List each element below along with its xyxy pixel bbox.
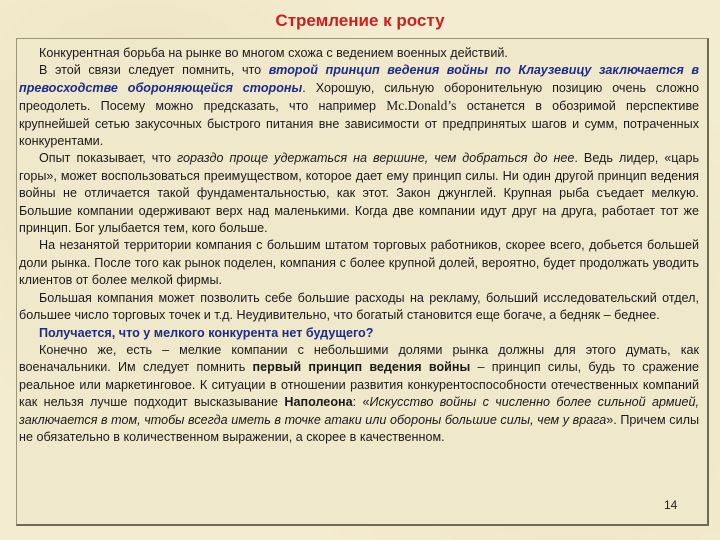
content-box [16, 38, 709, 526]
paragraph-7-text-c: – принцип силы, будь то сражение реальное или маркетинговое. К ситуации в отношении развития конкурентоспособности отечественных компаний как нельзя лучше подходит высказывание [19, 360, 699, 410]
top-of-hill-emphasis: гораздо проще удержаться на вершине, чем добраться до нее [176, 151, 575, 166]
paragraph-3-text-c: . Ведь лидер, «царь горы», может воспользоваться преимуществом, которое дает ему принцип силы. Ни один другой принцип ведения войны не отличается такой фундаментальностью, как этот. Закон джунглей. Крупная рыба съедает мелкую. Большие компании одерживают верх над маленькими. Когда две компании идут друг на друга, работает тот же принцип. Бог улыбается тем, кого больше. [19, 151, 700, 236]
paragraph-7-text-g: ». Причем силы не обязательно в количественном выражении, а скорее в качественном. [19, 412, 699, 444]
paragraph-5-text: Большая компания может позволить себе большие расходы на рекламу, больший исследовательский отдел, большее число торговых точек и т.д. Неудивительно, что богатый становится еще богаче, а бедняк – беднее. [19, 290, 699, 323]
mcdonalds-name: Mc.Donald’s [386, 98, 457, 114]
paragraph-7-text-a: Конечно же, есть – мелкие компании с небольшими долями рынка должны для этого думать, как военачальники. Им следует помнить [19, 342, 699, 375]
paragraph-7-text-e: : « [352, 395, 370, 410]
paragraph-3 [19, 150, 699, 237]
paragraph-1-text: Конкурентная борьба на рынке во многом схожа с ведением военных действий. [39, 46, 508, 60]
page-number: 14 [664, 498, 678, 512]
paragraph-2 [19, 62, 699, 150]
paragraph-4 [19, 237, 699, 289]
paragraph-6-question [19, 325, 699, 342]
paragraph-2-text-e: останется в обозримой перспективе крупнейшей сетью закусочных быстрого питания вне зависимости от предпринятых шагов и сумм, потраченных конкурентами. [19, 99, 699, 149]
slide-title: Стремление к росту [275, 11, 445, 30]
paragraph-4-text: На незанятой территории компания с большим штатом торговых работников, скорее всего, добьется большей доли рынка. После того как рынок поделен, компания с более крупной долей, вероятно, будет продолжать уводить клиентов от более мелкой фирмы. [19, 238, 699, 288]
paragraph-5 [19, 290, 699, 325]
paragraph-1 [19, 45, 699, 62]
paragraph-2-text-a: В этой связи следует помнить, что [39, 63, 269, 78]
clausewitz-principle-emphasis: второй принцип ведения войны по Клаузевицу заключается в превосходстве обороняющейся стороны [19, 63, 700, 95]
napoleon-quote: Искусство войны с численно более сильной армией, заключается в том, чтобы всегда иметь в точке атаки или обороны большие силы, чем у врага [19, 395, 699, 427]
paragraph-7 [19, 342, 699, 446]
question-text: Получается, что у мелкого конкурента нет будущего? [39, 325, 374, 340]
paragraph-3-text-a: Опыт показывает, что [39, 151, 177, 166]
first-principle-emphasis: первый принцип ведения войны [252, 360, 471, 375]
paragraph-2-text-c: . Хорошую, сильную оборонительную позицию очень сложно преодолеть. Посему можно предсказать, что например [19, 80, 699, 114]
napoleon-name: Наполеона [284, 395, 353, 410]
